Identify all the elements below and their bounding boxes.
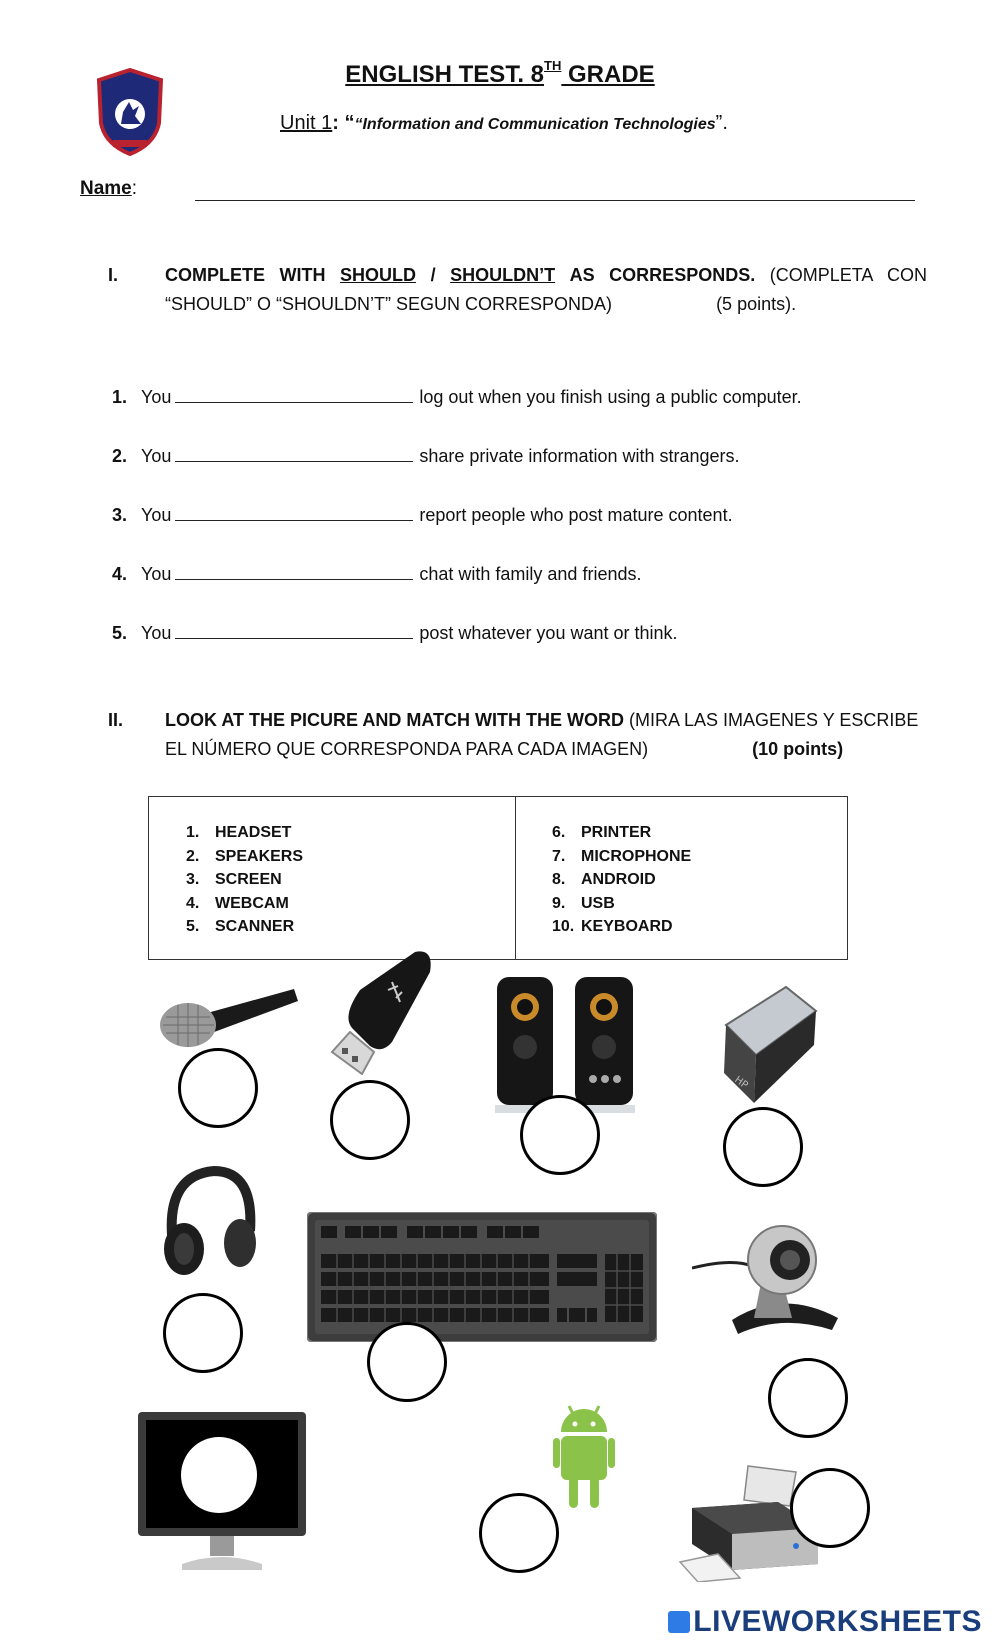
- word-item: 2. SPEAKERS: [186, 847, 304, 865]
- answer-blank[interactable]: [175, 384, 413, 403]
- section2-number: II.: [108, 710, 124, 730]
- word-item: 3. SCREEN: [186, 871, 282, 888]
- answer-circle-printer[interactable]: [790, 1468, 870, 1548]
- section2-heading: LOOK AT THE PICURE AND MATCH WITH THE WORD (MIRA LAS IMAGENES Y ESCRIBE EL NÚMERO QUE CORRESPONDA PARA CADA IMAGEN) (10 points): [165, 710, 919, 759]
- question-row: 3. You report people who post mature content.: [112, 502, 932, 528]
- answer-circle-speakers[interactable]: [520, 1095, 600, 1175]
- answer-circle-usb[interactable]: [330, 1080, 410, 1160]
- question-row: 5. You post whatever you want or think.: [112, 620, 932, 646]
- answer-blank[interactable]: [175, 502, 413, 521]
- word-item: 8. ANDROID: [552, 871, 656, 888]
- word-list-left: [186, 821, 303, 939]
- word-item: 7. MICROPHONE: [552, 847, 692, 865]
- answer-blank[interactable]: [175, 620, 413, 639]
- scanner-image: [720, 985, 820, 1110]
- question-row: 2. You share private information with strangers.: [112, 443, 932, 469]
- footer-brand-icon: [668, 1611, 690, 1633]
- answer-circle-microphone[interactable]: [178, 1048, 258, 1128]
- word-item: 4. WEBCAM: [186, 894, 289, 912]
- page-title: ENGLISH TEST. 8TH GRADE: [345, 58, 655, 88]
- word-bank: [148, 796, 848, 960]
- question-row: 1. You log out when you finish using a public computer.: [112, 384, 932, 410]
- answer-circle-webcam[interactable]: [768, 1358, 848, 1438]
- word-item: 9. USB: [552, 894, 615, 912]
- answer-circle-screen[interactable]: [181, 1437, 257, 1513]
- answer-blank[interactable]: [175, 561, 413, 580]
- unit-subtitle: Unit 1: ““Information and Communication Technologies”.: [280, 112, 728, 134]
- word-item: 6. PRINTER: [552, 824, 652, 841]
- answer-circle-keyboard[interactable]: [367, 1322, 447, 1402]
- usb-image: [330, 950, 435, 1075]
- webcam-image: [692, 1218, 842, 1338]
- word-list-right: [552, 821, 691, 939]
- word-item: 10. KEYBOARD: [552, 918, 673, 935]
- word-item: 5. SCANNER: [186, 918, 295, 935]
- android-image: [553, 1400, 615, 1512]
- section1-number: I.: [108, 265, 119, 285]
- question-row: 4. You chat with family and friends.: [112, 561, 932, 587]
- answer-circle-scanner[interactable]: [723, 1107, 803, 1187]
- speakers-image: [493, 975, 638, 1115]
- name-label: Name:: [80, 178, 138, 199]
- keyboard-image: [307, 1212, 657, 1342]
- svg-text:HP: HP: [732, 1074, 750, 1092]
- liveworksheets-logo: LIVEWORKSHEETS: [668, 1605, 982, 1639]
- answer-circle-headset[interactable]: [163, 1293, 243, 1373]
- word-item: 1. HEADSET: [186, 824, 292, 841]
- name-field[interactable]: [195, 200, 915, 201]
- microphone-image: [160, 985, 300, 1055]
- section1-heading: COMPLETE WITH SHOULD / SHOULDN’T AS CORRESPONDS. (COMPLETA CON “SHOULD” O “SHOULDN’T” SEGUN CORRESPONDA) (5 points).: [165, 265, 927, 314]
- answer-blank[interactable]: [175, 443, 413, 462]
- headset-image: [162, 1165, 257, 1277]
- answer-circle-android[interactable]: [479, 1493, 559, 1573]
